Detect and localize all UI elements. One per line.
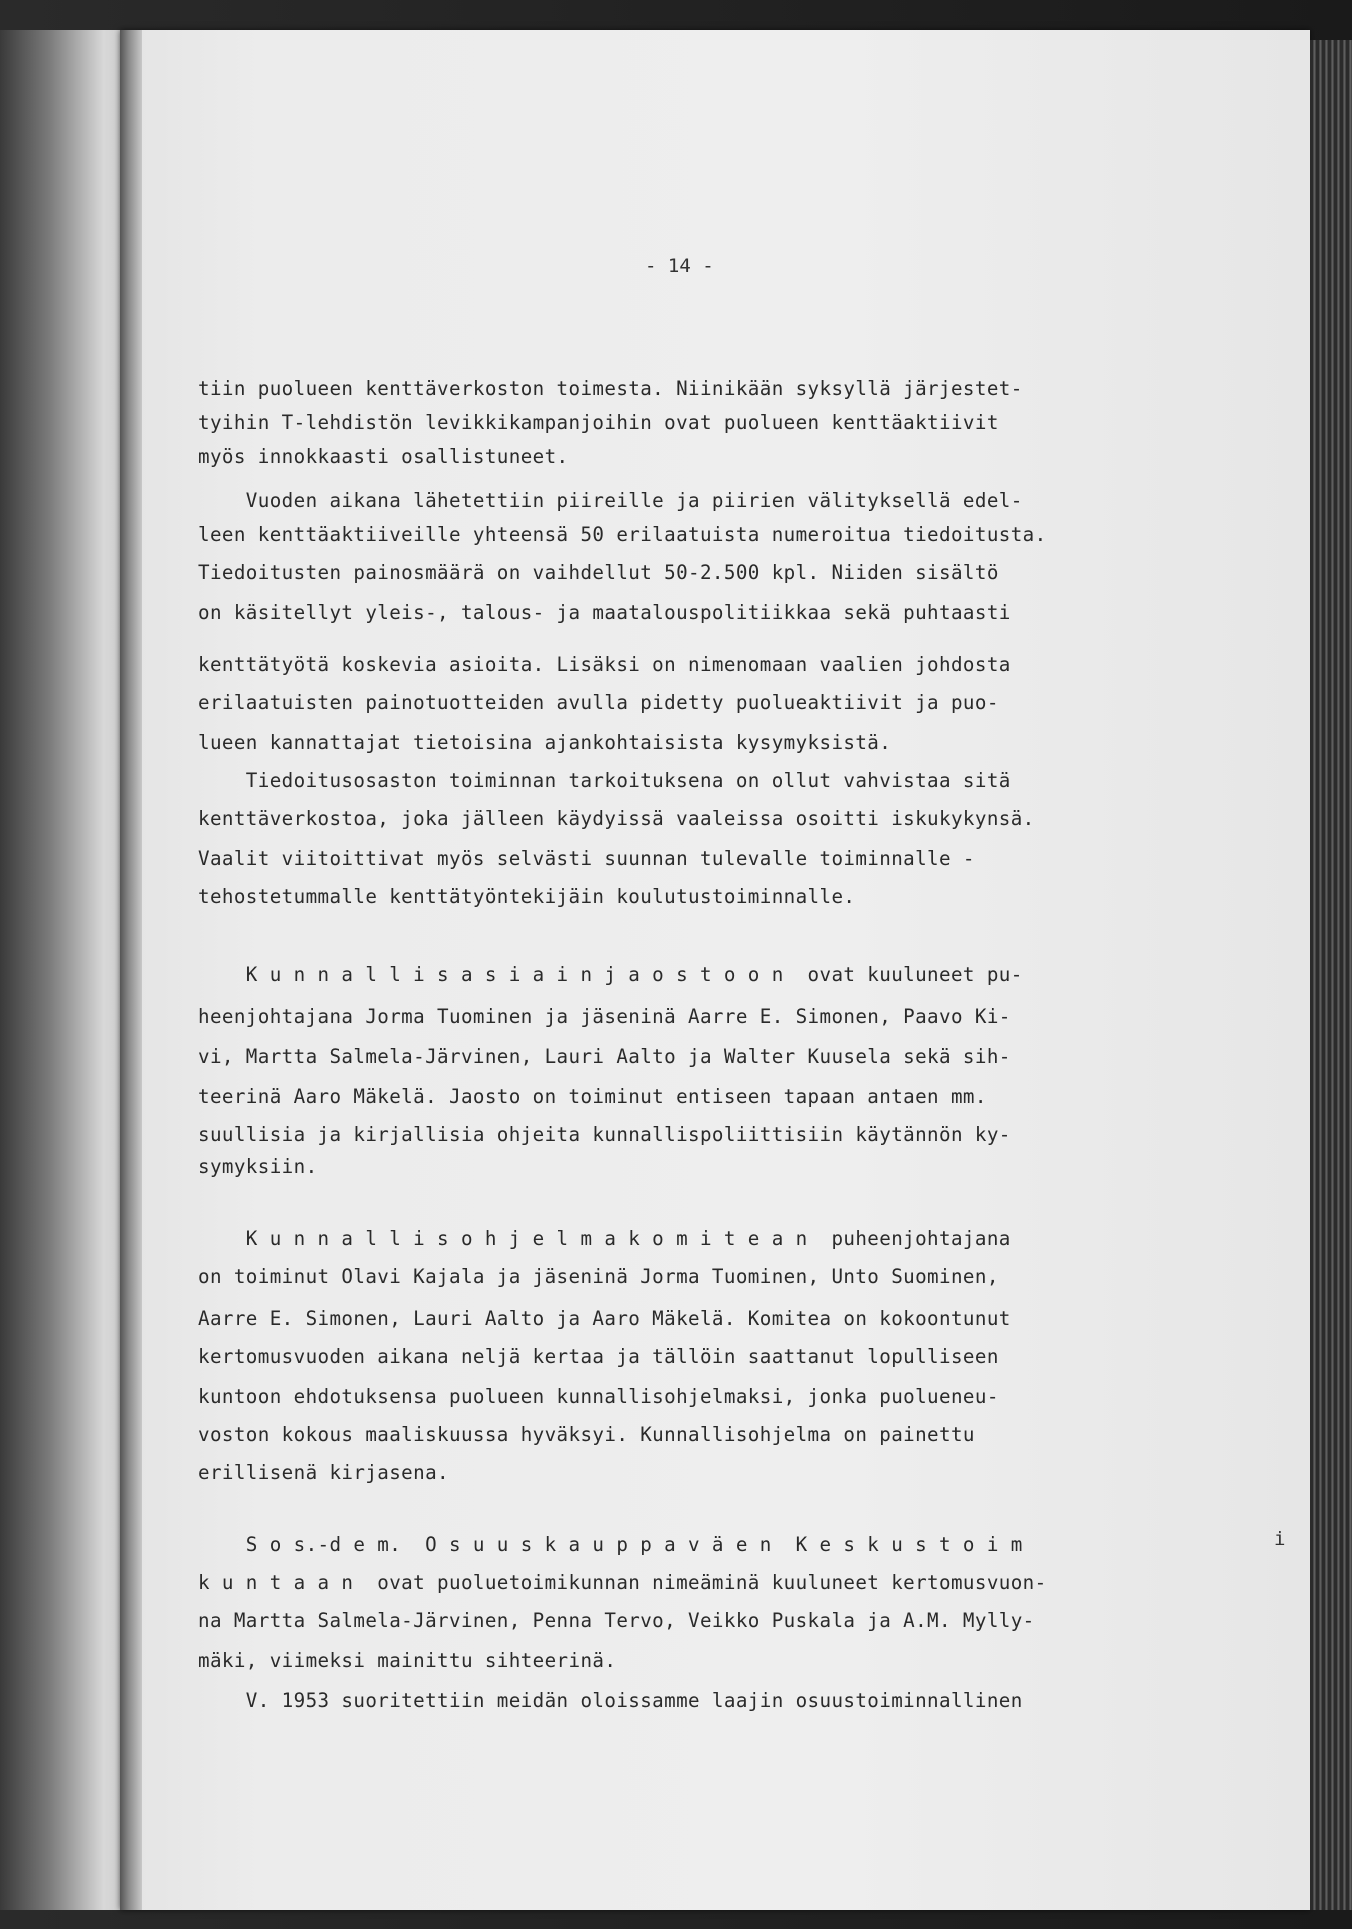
text-line: suullisia ja kirjallisia ohjeita kunnallispoliittisiin käytännön ky- bbox=[198, 1123, 1011, 1146]
page-stack-edge bbox=[1310, 40, 1352, 1910]
text-line: k u n t a a n ovat puoluetoimikunnan nimeäminä kuuluneet kertomusvuon- bbox=[198, 1571, 1047, 1594]
text-line: lueen kannattajat tietoisina ajankohtaisista kysymyksistä. bbox=[198, 731, 892, 754]
text-line: teerinä Aaro Mäkelä. Jaosto on toiminut entiseen tapaan antaen mm. bbox=[198, 1085, 987, 1108]
left-page-edge bbox=[0, 30, 122, 1910]
text-line: K u n n a l l i s o h j e l m a k o m i t e a n puheenjohtajana bbox=[198, 1227, 1011, 1250]
text-line: on käsitellyt yleis-, talous- ja maatalouspolitiikkaa sekä puhtaasti bbox=[198, 601, 1011, 624]
text-line: Vuoden aikana lähetettiin piireille ja piirien välityksellä edel- bbox=[198, 489, 1023, 512]
text-line: V. 1953 suoritettiin meidän oloissamme laajin osuustoiminnallinen bbox=[198, 1689, 1023, 1712]
text-line: symyksiin. bbox=[198, 1155, 318, 1178]
text-line: myös innokkaasti osallistuneet. bbox=[198, 445, 569, 468]
text-line: leen kenttäaktiiveille yhteensä 50 erilaatuista numeroitua tiedoitusta. bbox=[198, 523, 1047, 546]
text-line: kenttäverkostoa, joka jälleen käydyissä vaaleissa osoitti iskukykynsä. bbox=[198, 807, 1035, 830]
text-line: tehostetummalle kenttätyöntekijäin koulutustoiminnalle. bbox=[198, 885, 856, 908]
stray-letter: i bbox=[1274, 1528, 1286, 1550]
text-line: erillisenä kirjasena. bbox=[198, 1461, 449, 1484]
text-line: Tiedoitusosaston toiminnan tarkoituksena on ollut vahvistaa sitä bbox=[198, 769, 1011, 792]
text-line: tyihin T-lehdistön levikkikampanjoihin ovat puolueen kenttäaktiivit bbox=[198, 411, 999, 434]
text-line: voston kokous maaliskuussa hyväksyi. Kunnallisohjelma on painettu bbox=[198, 1423, 975, 1446]
text-line: na Martta Salmela-Järvinen, Penna Tervo, Veikko Puskala ja A.M. Mylly- bbox=[198, 1609, 1035, 1632]
text-line: tiin puolueen kenttäverkoston toimesta. Niinikään syksyllä järjestet- bbox=[198, 377, 1023, 400]
text-line: on toiminut Olavi Kajala ja jäseninä Jorma Tuominen, Unto Suominen, bbox=[198, 1265, 999, 1288]
text-line: mäki, viimeksi mainittu sihteerinä. bbox=[198, 1649, 617, 1672]
text-line: kenttätyötä koskevia asioita. Lisäksi on nimenomaan vaalien johdosta bbox=[198, 653, 1011, 676]
text-line: Tiedoitusten painosmäärä on vaihdellut 50-2.500 kpl. Niiden sisältö bbox=[198, 561, 999, 584]
text-line: kuntoon ehdotuksensa puolueen kunnallisohjelmaksi, jonka puolueneu- bbox=[198, 1385, 999, 1408]
text-line: S o s.-d e m. O s u u s k a u p p a v ä e n K e s k u s t o i m bbox=[198, 1533, 1023, 1556]
page-number: - 14 - bbox=[645, 255, 714, 277]
text-line: Vaalit viitoittivat myös selvästi suunnan tulevalle toiminnalle - bbox=[198, 847, 975, 870]
text-line: kertomusvuoden aikana neljä kertaa ja tällöin saattanut lopulliseen bbox=[198, 1345, 999, 1368]
text-line: Aarre E. Simonen, Lauri Aalto ja Aaro Mäkelä. Komitea on kokoontunut bbox=[198, 1307, 1011, 1330]
page-binding bbox=[120, 30, 142, 1910]
text-line: erilaatuisten painotuotteiden avulla pidetty puolueaktiivit ja puo- bbox=[198, 691, 999, 714]
text-line: heenjohtajana Jorma Tuominen ja jäseninä Aarre E. Simonen, Paavo Ki- bbox=[198, 1005, 1011, 1028]
text-line: K u n n a l l i s a s i a i n j a o s t o o n ovat kuuluneet pu- bbox=[198, 963, 1023, 986]
text-line: vi, Martta Salmela-Järvinen, Lauri Aalto ja Walter Kuusela sekä sih- bbox=[198, 1045, 1011, 1068]
